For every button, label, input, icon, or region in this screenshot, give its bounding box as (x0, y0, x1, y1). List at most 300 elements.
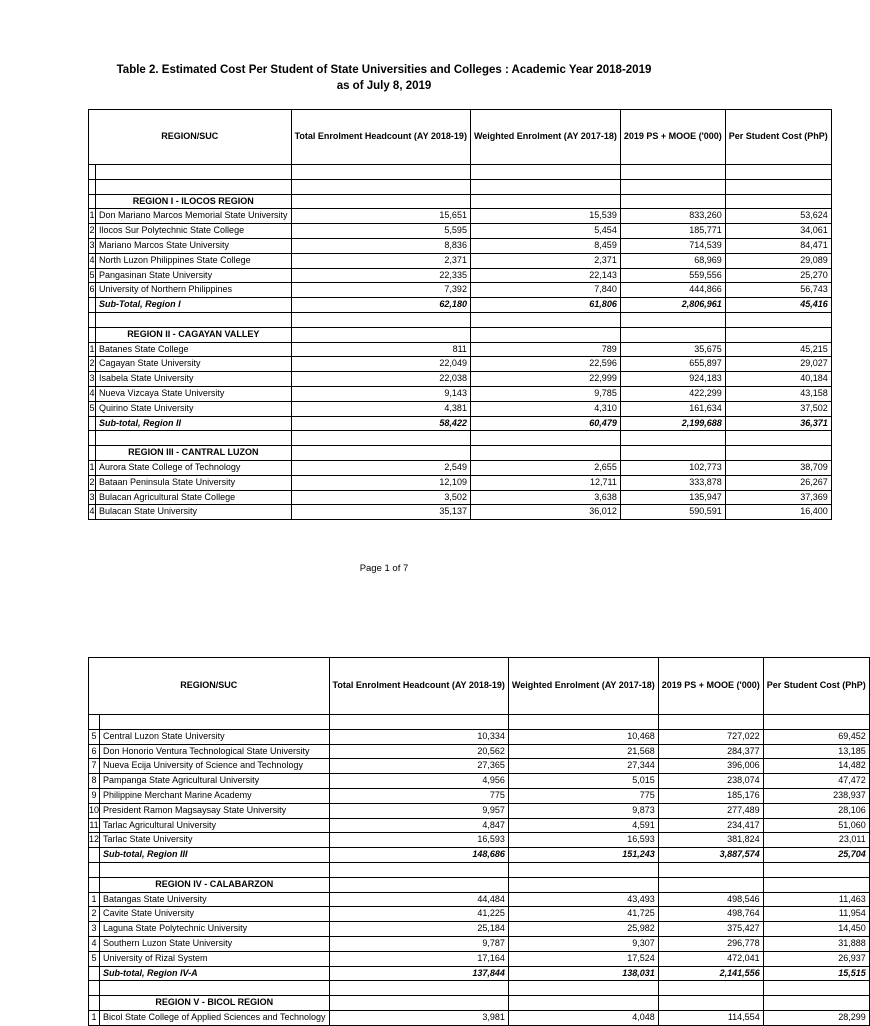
psmooe-value: 422,299 (620, 386, 725, 401)
row-index: 11 (89, 818, 100, 833)
subtotal-row (89, 416, 832, 431)
table-row (89, 505, 832, 520)
spacer-cell (100, 862, 329, 877)
enrolment-value: 7,392 (291, 283, 470, 298)
suc-name: Philippine Merchant Marine Academy (100, 788, 329, 803)
enrolment-value: 4,956 (329, 774, 508, 789)
psmooe-value: 655,897 (620, 357, 725, 372)
region-heading-row (89, 996, 870, 1011)
subtotal-weighted: 151,243 (508, 848, 658, 863)
enrolment-value: 3,981 (329, 1010, 508, 1025)
suc-name: Central Luzon State University (100, 729, 329, 744)
row-index: 5 (89, 268, 96, 283)
suc-name: Nueva Vizcaya State University (96, 386, 292, 401)
spacer-cell (620, 431, 725, 446)
empty-cell (291, 327, 470, 342)
weighted-value: 9,873 (508, 803, 658, 818)
cost-value: 29,089 (725, 253, 831, 268)
weighted-value: 4,048 (508, 1010, 658, 1025)
index-cell (89, 966, 100, 981)
enrolment-value: 35,137 (291, 505, 470, 520)
empty-cell (470, 446, 620, 461)
enrolment-value: 25,184 (329, 922, 508, 937)
subtotal-psmooe: 3,887,574 (658, 848, 763, 863)
weighted-value: 43,493 (508, 892, 658, 907)
header-psmooe: 2019 PS + MOOE ('000) (620, 110, 725, 165)
table-row (89, 759, 870, 774)
weighted-value: 5,015 (508, 774, 658, 789)
row-index: 5 (89, 729, 100, 744)
row-index: 5 (89, 401, 96, 416)
suc-name: Southern Luzon State University (100, 936, 329, 951)
region-heading-row (89, 327, 832, 342)
weighted-value: 9,307 (508, 936, 658, 951)
subtotal-cost: 15,515 (763, 966, 869, 981)
cost-value: 45,215 (725, 342, 831, 357)
empty-cell (508, 877, 658, 892)
cost-value: 37,502 (725, 401, 831, 416)
spacer-cell (96, 431, 292, 446)
cost-value: 37,369 (725, 490, 831, 505)
psmooe-value: 924,183 (620, 372, 725, 387)
suc-name: Bulacan Agricultural State College (96, 490, 292, 505)
header-cost: Per Student Cost (PhP) (725, 110, 831, 165)
cost-value: 56,743 (725, 283, 831, 298)
subtotal-label: Sub-total, Region II (96, 416, 292, 431)
psmooe-value: 296,778 (658, 936, 763, 951)
row-index: 5 (89, 951, 100, 966)
weighted-value: 21,568 (508, 744, 658, 759)
table-row (89, 283, 832, 298)
header-enrolment: Total Enrolment Headcount (AY 2018-19) (291, 110, 470, 165)
cost-value: 51,060 (763, 818, 869, 833)
spacer-cell (291, 431, 470, 446)
subtotal-psmooe: 2,141,556 (658, 966, 763, 981)
psmooe-value: 161,634 (620, 401, 725, 416)
cost-value: 34,061 (725, 224, 831, 239)
suc-name: Tarlac Agricultural University (100, 818, 329, 833)
spacer-cell (470, 431, 620, 446)
table-row (89, 951, 870, 966)
enrolment-value: 17,164 (329, 951, 508, 966)
psmooe-value: 234,417 (658, 818, 763, 833)
psmooe-value: 277,489 (658, 803, 763, 818)
weighted-value: 10,468 (508, 729, 658, 744)
table-row (89, 788, 870, 803)
enrolment-value: 41,225 (329, 907, 508, 922)
row-index: 1 (89, 342, 96, 357)
region-heading-row (89, 194, 832, 209)
suc-name: Cavite State University (100, 907, 329, 922)
spacer-cell (96, 179, 292, 194)
spacer-row (89, 179, 832, 194)
row-index: 1 (89, 209, 96, 224)
empty-cell (725, 327, 831, 342)
region-heading: REGION V - BICOL REGION (100, 996, 329, 1011)
spacer-cell (89, 312, 96, 327)
psmooe-value: 185,176 (658, 788, 763, 803)
table-row (89, 818, 870, 833)
psmooe-value: 333,878 (620, 475, 725, 490)
spacer-cell (89, 981, 100, 996)
index-cell (89, 298, 96, 313)
empty-cell (329, 996, 508, 1011)
header-enrolment: Total Enrolment Headcount (AY 2018-19) (329, 658, 508, 715)
enrolment-value: 44,484 (329, 892, 508, 907)
weighted-value: 8,459 (470, 238, 620, 253)
empty-cell (291, 194, 470, 209)
index-cell (89, 416, 96, 431)
row-index: 10 (89, 803, 100, 818)
spacer-cell (470, 179, 620, 194)
empty-cell (291, 446, 470, 461)
header-cost: Per Student Cost (PhP) (763, 658, 869, 715)
cost-value: 23,011 (763, 833, 869, 848)
enrolment-value: 5,595 (291, 224, 470, 239)
psmooe-value: 559,556 (620, 268, 725, 283)
weighted-value: 27,344 (508, 759, 658, 774)
region-heading: REGION I - ILOCOS REGION (96, 194, 292, 209)
subtotal-weighted: 138,031 (508, 966, 658, 981)
spacer-cell (329, 981, 508, 996)
index-cell (89, 327, 96, 342)
cost-value: 28,106 (763, 803, 869, 818)
psmooe-value: 714,539 (620, 238, 725, 253)
enrolment-value: 9,957 (329, 803, 508, 818)
table-row (89, 475, 832, 490)
subtotal-enrolment: 58,422 (291, 416, 470, 431)
empty-cell (725, 446, 831, 461)
region-heading: REGION III - CANTRAL LUZON (96, 446, 292, 461)
index-cell (89, 877, 100, 892)
weighted-value: 12,711 (470, 475, 620, 490)
empty-cell (620, 327, 725, 342)
weighted-value: 22,143 (470, 268, 620, 283)
psmooe-value: 102,773 (620, 460, 725, 475)
cost-value: 43,158 (725, 386, 831, 401)
cost-value: 28,299 (763, 1010, 869, 1025)
psmooe-value: 135,947 (620, 490, 725, 505)
subtotal-cost: 36,371 (725, 416, 831, 431)
cost-value: 29,027 (725, 357, 831, 372)
enrolment-value: 22,335 (291, 268, 470, 283)
index-cell (89, 848, 100, 863)
cost-value: 14,450 (763, 922, 869, 937)
empty-cell (470, 194, 620, 209)
psmooe-value: 68,969 (620, 253, 725, 268)
suc-name: Tarlac State University (100, 833, 329, 848)
table-subtitle: as of July 8, 2019 (336, 80, 432, 92)
spacer-cell (763, 981, 869, 996)
row-index: 4 (89, 253, 96, 268)
spacer-cell (508, 862, 658, 877)
spacer-cell (89, 179, 96, 194)
header-weighted: Weighted Enrolment (AY 2017-18) (508, 658, 658, 715)
header-region-suc: REGION/SUC (89, 658, 330, 715)
table-row (89, 729, 870, 744)
suc-name: Ilocos Sur Polytechnic State College (96, 224, 292, 239)
spacer-cell (725, 431, 831, 446)
cost-value: 16,400 (725, 505, 831, 520)
psmooe-value: 727,022 (658, 729, 763, 744)
row-index: 6 (89, 744, 100, 759)
table-row (89, 774, 870, 789)
subtotal-row (89, 966, 870, 981)
suc-name: Cagayan State University (96, 357, 292, 372)
empty-cell (329, 877, 508, 892)
table-row (89, 907, 870, 922)
weighted-value: 7,840 (470, 283, 620, 298)
cost-table-page2 (88, 657, 870, 1026)
empty-cell (508, 996, 658, 1011)
spacer-row (89, 165, 832, 180)
suc-name: Pampanga State Agricultural University (100, 774, 329, 789)
row-index: 2 (89, 224, 96, 239)
psmooe-value: 114,554 (658, 1010, 763, 1025)
table-row (89, 268, 832, 283)
subtotal-row (89, 298, 832, 313)
weighted-value: 775 (508, 788, 658, 803)
suc-name: Pangasinan State University (96, 268, 292, 283)
psmooe-value: 381,824 (658, 833, 763, 848)
enrolment-value: 2,371 (291, 253, 470, 268)
weighted-value: 9,785 (470, 386, 620, 401)
suc-name: Aurora State College of Technology (96, 460, 292, 475)
suc-name: Bulacan State University (96, 505, 292, 520)
row-index: 4 (89, 505, 96, 520)
row-index: 9 (89, 788, 100, 803)
spacer-row (89, 981, 870, 996)
spacer-cell (620, 179, 725, 194)
suc-name: North Luzon Philippines State College (96, 253, 292, 268)
table-row (89, 803, 870, 818)
row-index: 4 (89, 386, 96, 401)
empty-cell (620, 194, 725, 209)
index-cell (89, 194, 96, 209)
spacer-cell (329, 862, 508, 877)
enrolment-value: 12,109 (291, 475, 470, 490)
psmooe-value: 498,764 (658, 907, 763, 922)
row-index: 12 (89, 833, 100, 848)
suc-name: Nueva Ecija University of Science and Technology (100, 759, 329, 774)
suc-name: Laguna State Polytechnic University (100, 922, 329, 937)
weighted-value: 22,596 (470, 357, 620, 372)
header-psmooe: 2019 PS + MOOE ('000) (658, 658, 763, 715)
page-number: Page 1 of 7 (359, 563, 409, 574)
subtotal-cost: 25,704 (763, 848, 869, 863)
subtotal-cost: 45,416 (725, 298, 831, 313)
weighted-value: 17,524 (508, 951, 658, 966)
subtotal-enrolment: 62,180 (291, 298, 470, 313)
subtotal-psmooe: 2,199,688 (620, 416, 725, 431)
spacer-cell (89, 862, 100, 877)
weighted-value: 36,012 (470, 505, 620, 520)
weighted-value: 5,454 (470, 224, 620, 239)
cost-value: 26,267 (725, 475, 831, 490)
enrolment-value: 9,143 (291, 386, 470, 401)
spacer-cell (725, 179, 831, 194)
weighted-value: 4,591 (508, 818, 658, 833)
region-heading-row (89, 877, 870, 892)
psmooe-value: 472,041 (658, 951, 763, 966)
spacer-cell (620, 312, 725, 327)
psmooe-value: 396,006 (658, 759, 763, 774)
row-index: 3 (89, 238, 96, 253)
subtotal-enrolment: 148,686 (329, 848, 508, 863)
subtotal-enrolment: 137,844 (329, 966, 508, 981)
spacer-cell (725, 312, 831, 327)
spacer-row (89, 312, 832, 327)
subtotal-weighted: 60,479 (470, 416, 620, 431)
suc-name: Bicol State College of Applied Sciences and Technology (100, 1010, 329, 1025)
region-heading-row (89, 446, 832, 461)
table-row (89, 922, 870, 937)
empty-cell (658, 996, 763, 1011)
psmooe-value: 238,074 (658, 774, 763, 789)
suc-name: Don Honorio Ventura Technological State University (100, 744, 329, 759)
enrolment-value: 4,847 (329, 818, 508, 833)
table-row (89, 1010, 870, 1025)
subtotal-row (89, 848, 870, 863)
cost-value: 238,937 (763, 788, 869, 803)
enrolment-value: 2,549 (291, 460, 470, 475)
table-row (89, 744, 870, 759)
index-cell (89, 996, 100, 1011)
subtotal-label: Sub-total, Region IV-A (100, 966, 329, 981)
spacer-cell (508, 981, 658, 996)
row-index: 4 (89, 936, 100, 951)
empty-cell (725, 194, 831, 209)
subtotal-label: Sub-total, Region III (100, 848, 329, 863)
psmooe-value: 590,591 (620, 505, 725, 520)
suc-name: Batanes State College (96, 342, 292, 357)
enrolment-value: 20,562 (329, 744, 508, 759)
row-index: 7 (89, 759, 100, 774)
subtotal-psmooe: 2,806,961 (620, 298, 725, 313)
table-row (89, 238, 832, 253)
spacer-cell (658, 862, 763, 877)
enrolment-value: 16,593 (329, 833, 508, 848)
spacer-cell (291, 312, 470, 327)
row-index: 3 (89, 490, 96, 505)
spacer-cell (763, 862, 869, 877)
row-index: 2 (89, 907, 100, 922)
table-row (89, 460, 832, 475)
table-row (89, 490, 832, 505)
spacer-cell (291, 179, 470, 194)
suc-name: Batangas State University (100, 892, 329, 907)
weighted-value: 16,593 (508, 833, 658, 848)
suc-name: President Ramon Magsaysay State University (100, 803, 329, 818)
spacer-row (89, 431, 832, 446)
weighted-value: 41,725 (508, 907, 658, 922)
row-index: 1 (89, 460, 96, 475)
region-heading: REGION IV - CALABARZON (100, 877, 329, 892)
weighted-value: 2,655 (470, 460, 620, 475)
row-index: 3 (89, 922, 100, 937)
empty-cell (658, 877, 763, 892)
empty-cell (620, 446, 725, 461)
weighted-value: 789 (470, 342, 620, 357)
enrolment-value: 15,651 (291, 209, 470, 224)
enrolment-value: 9,787 (329, 936, 508, 951)
spacer-cell (96, 312, 292, 327)
table-row (89, 342, 832, 357)
cost-value: 31,888 (763, 936, 869, 951)
psmooe-value: 833,260 (620, 209, 725, 224)
weighted-value: 4,310 (470, 401, 620, 416)
suc-name: Quirino State University (96, 401, 292, 416)
table-row (89, 357, 832, 372)
row-index: 2 (89, 475, 96, 490)
cost-value: 69,452 (763, 729, 869, 744)
row-index: 1 (89, 892, 100, 907)
cost-value: 47,472 (763, 774, 869, 789)
subtotal-weighted: 61,806 (470, 298, 620, 313)
table-row (89, 386, 832, 401)
suc-name: University of Rizal System (100, 951, 329, 966)
cost-value: 25,270 (725, 268, 831, 283)
table-row (89, 224, 832, 239)
enrolment-value: 8,836 (291, 238, 470, 253)
enrolment-value: 4,381 (291, 401, 470, 416)
region-heading: REGION II - CAGAYAN VALLEY (96, 327, 292, 342)
enrolment-value: 27,365 (329, 759, 508, 774)
enrolment-value: 22,038 (291, 372, 470, 387)
enrolment-value: 775 (329, 788, 508, 803)
empty-cell (470, 327, 620, 342)
suc-name: Don Mariano Marcos Memorial State University (96, 209, 292, 224)
table-row (89, 401, 832, 416)
suc-name: Mariano Marcos State University (96, 238, 292, 253)
suc-name: Bataan Peninsula State University (96, 475, 292, 490)
weighted-value: 2,371 (470, 253, 620, 268)
cost-value: 38,709 (725, 460, 831, 475)
enrolment-value: 10,334 (329, 729, 508, 744)
cost-value: 14,482 (763, 759, 869, 774)
row-index: 3 (89, 372, 96, 387)
spacer-cell (100, 981, 329, 996)
cost-value: 84,471 (725, 238, 831, 253)
enrolment-value: 811 (291, 342, 470, 357)
suc-name: Isabela State University (96, 372, 292, 387)
psmooe-value: 35,675 (620, 342, 725, 357)
table-row (89, 372, 832, 387)
cost-table-page1 (88, 109, 832, 520)
cost-value: 11,463 (763, 892, 869, 907)
weighted-value: 15,539 (470, 209, 620, 224)
spacer-row (89, 862, 870, 877)
empty-cell (763, 996, 869, 1011)
index-cell (89, 446, 96, 461)
psmooe-value: 498,546 (658, 892, 763, 907)
cost-value: 26,937 (763, 951, 869, 966)
weighted-value: 22,999 (470, 372, 620, 387)
row-index: 8 (89, 774, 100, 789)
subtotal-label: Sub-Total, Region I (96, 298, 292, 313)
cost-value: 53,624 (725, 209, 831, 224)
table-row (89, 253, 832, 268)
psmooe-value: 284,377 (658, 744, 763, 759)
suc-name: University of Northern Philippines (96, 283, 292, 298)
table-row (89, 892, 870, 907)
table-row (89, 833, 870, 848)
table-row (89, 209, 832, 224)
spacer-cell (658, 981, 763, 996)
empty-cell (763, 877, 869, 892)
row-index: 6 (89, 283, 96, 298)
spacer-row (89, 715, 870, 730)
